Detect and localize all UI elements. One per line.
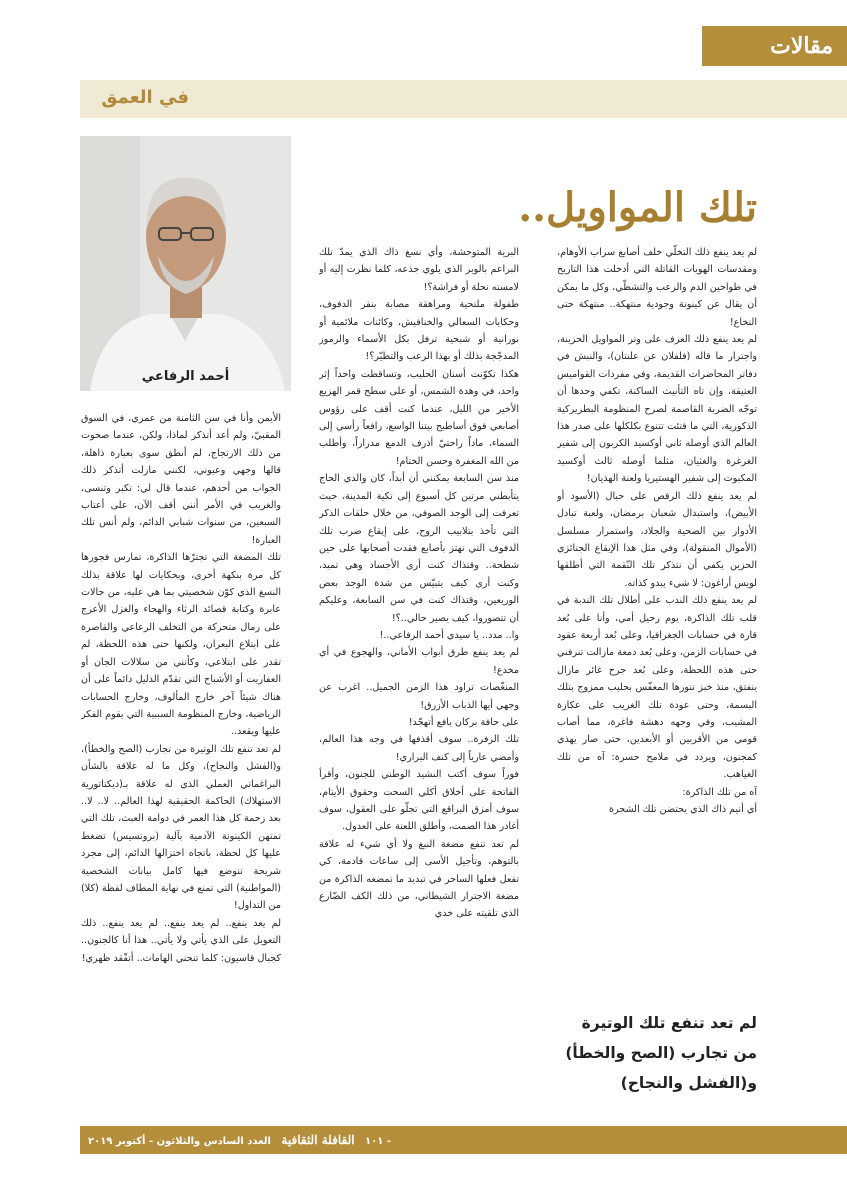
author-photo	[80, 136, 291, 391]
paragraph: المنغّصات تراود هذا الزمن الجميل.. اغرب عن وجهي أيها الذباب الأزرق!	[319, 682, 519, 711]
paragraph: طفولة ملتحية ومراهقة مصابة بنقر الدفوف، وحكايات السعالي والخنافيش، وكائنات ملائمية أو نورانية أو شبحية ترفل بكل الأسماء والرموز المدجّجة بذلك أو بهذا الرعب والتطيّر؟!	[319, 299, 519, 363]
paragraph: البرية المتوحشة، وأي نسغ ذاك الذي يمدّ تلك البراعم بالوبر الذي يلوي جذعه، كلما نظرت إليه أو لامسته نحلة أو فراشة؟!	[319, 247, 519, 293]
paragraph: آه من تلك الذاكرة:	[682, 786, 757, 798]
section-label: مقالات	[770, 33, 833, 59]
column-name: في العمق	[101, 87, 189, 108]
paragraph: تلك الزفرة.. سوف أقذفها في وجه هذا العالم، وأمضي عارياً إلى كنف البراري!	[319, 734, 519, 763]
paragraph: أي أنيم ذاك الذي يحتضن تلك الشجرة	[608, 804, 757, 815]
paragraph: على حافة بركان يافع أتهجّد!	[408, 716, 519, 728]
paragraph: تلك المضغة التي تجترّها الذاكرة، تمارس فجورها كل مرة بنكهة أخرى، وبحكايات لها علاقة بذلك النسغ الذي كوّن شخصيتي بما هي عليه، من حالات عابرة وكتابة قصائد الرثاء والهجاء والغزل الأعرج على رمال متحركة من التخلف الرعاعي والقاصرة على ابتلاع البعران، ولكنها حتى هذه اللحظة، لم تقدر على ابتلاعي، وكأنني من سلالات الجان أو العفاريت أو الأشباح التي تقدّم الدليل دائماً على أن هناك شيئاً آخر خارج المألوف، وخارج الحسابات الرياضية، وخارج المنظومة السببية التي يقوم الفكر عليها ويقعد..	[81, 552, 281, 738]
author-name: أحمد الرفاعي	[141, 369, 230, 384]
paragraph: لم يعد ينفع ذلك الندب على أطلال تلك الندبة في قلب تلك الذاكرة، يوم رحيل أمي، وأنا على بُعد قارة في حسابات الجغرافيا، وعلى بُعد أربعة عقود في حسابات الزمن، وعلى بُعد دمعة مازالت تنرفني حتى هذه اللحظة، وعلى بُعد جرح غائر مازال ينفتق، منذ خبز تنورها المعفّس بحليب ممزوج بتلك البسمة، وحتى عودة تلك الغريب على عكازة المشيب، وفي وجهه دهشة فاغرة، مما أصاب قومي من الأقربين أو الأبعدين، حتى صار يهذي كمجنون، ويردد في ملامح حسرة: آه من تلك الغياهب.	[557, 595, 757, 781]
pull-quote-line: لم تعد تنفع تلك الوتيرة	[581, 1014, 757, 1032]
pull-quote	[547, 1008, 757, 1098]
paragraph: لم يعد ينفع.. لم يعد ينفع.. لم يعد ينفع.. ذلك التعويل على الذي يأتي ولا يأتي.. هذا أنا كالجنون.. كجبال قاسيون: كلما تنحني الهامات.. أتقّقد ظهري!	[81, 917, 281, 964]
paragraph: وا.. مدد.. يا سيدي أحمد الرفاعي..!	[379, 629, 519, 641]
paragraph: فوراً سوف أكتب النشيد الوطني للجنون، وأقرأ الفاتحة على أخلاق أكلي السحت وحقوق الأيتام، سوف أمزق البراقع التي تجلّو على العقول، سوف أغادر هذا الصمت، وأطلق اللعنة على العدول.	[319, 769, 519, 833]
text-column-2	[319, 244, 519, 1126]
paragraph: لم تعد تنفع تلك الوتيرة من تجارب (الصح والخطأ)، و(الفشل والنجاح)، وكل ما له علاقة بالشأن البراغماتي العملي الذي له علاقة بـ(ديكتاتورية الاستهلاك) الحاكمة الحقيقية لهذا العالم.. لا.. لا.. بعد زحمة كل هذا العمر في دوامة العبث، تلك التي تمتهن الكينونة الآدمية بآلية (بروتسيس) تضغط عليها كل لحظة، باتجاه اختزالها الدائم، إلى مجرد شريحة تنوضع فيها كامل بيانات الشخصية (المواطنية) التي تمنع في نهاية المطاف لفظة (كلا) من التداول!	[81, 743, 281, 912]
author-portrait-image	[80, 136, 291, 391]
article-title: تلك المواويل..	[518, 184, 757, 231]
paragraph: لم يعد ينفع ذلك العزف على وتر المواويل الحزينة، واجترار ما قاله (فلفلان عن علنتان)، والنبش في دفاتر المحاضرات القديمة، وفي مفردات القواميس العتيقة، وإن تاه التأنيث الساكنة، تكفي وحدها أن توجّه الضربة القاصمة لصرح المنظومة البطريركية الذكورية، التي ما فتئت تتنوع بكلكلها على صدر هذا العالم الذي أوصله ثاني أوكسيد الكربون إلى شفير الغرغرة والغثيان، مثلما أوصله ثالث أوكسيد المكبوت إلى شفير الهستيريا ولعنة الهذيان!	[557, 334, 757, 485]
paragraph: لم تعد تنفع مضغة النبغ ولا أي شيء له علاقة بالتوهم، وتأجيل الأسى إلى ساعات قادمة، كي تفعل فعلها الساحر في تبديد ما تمضغه الذاكرة من مضغة الاجترار الشيطاني، من ذلك الكف الضّارع الذي تلقيته على خدي	[319, 838, 519, 920]
issue-info: العدد السادس والثلاثون - أكتوبر ٢٠١٩ -	[88, 1136, 391, 1147]
paragraph: لم يعد ينفع ذلك الرقص على حبال (الأسود أو الأبيض)، واستبدال شعبان برمضان، ولعبة تبادل الأدوار بين الضحية والجلاد، واستمرار مسلسل (الأموال المنقولة)، وفي مثل هذا الإيقاع الجنائزي الحزين يكفي أن نتذكر تلك النّقمة التي أطلقها لويس أراغون: لا شيء يبدو كذاته.	[557, 490, 757, 589]
pull-quote-line: و(الفشل والنجاح)	[620, 1074, 757, 1092]
magazine-name: القافلة الثقافية	[281, 1133, 355, 1147]
text-column-1	[557, 244, 757, 944]
text-column-3	[81, 410, 281, 1126]
paragraph: لم يعد ينفع ذلك التخلّي خلف أصابع سراب الأوهام، ومقدسات الهويات القاتلة التي أدخلت هذا التاريخ في طواحين الدم والرعب والتشظّي، وكل ما يمكن أن يقال عن كينونة وجودية منتهكة.. منتهكة حتى النخاع!	[557, 247, 757, 328]
pull-quote-line: من تجارب (الصح والخطأ)	[565, 1044, 757, 1062]
column-header-band	[80, 80, 847, 118]
paragraph: منذ سن السابعة يمكنني أن أبداً، كان والدي الحاج يتأبطني مرتين كل أسبوع إلى تكية المدينة، حيث تعرفت إلى الوجد الصوفي، من خلال حلقات الذكر التي تأخذ بتلابيب الروح، على إيقاع ضرب تلك الدفوف التي تهتز بأصابع فقدت أصحابها على حين شطحة.. وقتذاك كنت أرى الأجساد وهي تميد، وكنت أرى كيف يتبيّس من شدة الوجد بعض الوريعين، وقتذاك كنت في سن السابعة، وعليكم أن تتصوروا، كيف يصير حالي..؟!	[319, 473, 519, 624]
paragraph: لم يعد ينفع طرق أبواب الأماني، والهجوع في أي مخدع!	[319, 647, 519, 676]
paragraph: الأيمن وأنا في سن الثامنة من عمري، في السوق المقبيّ، ولم أعد أتذكر لماذا، ولكن، عندما صحوت من ذلك الارتجاج، لم أنطق سوى بعبارة ذاهلة، قالها وجهي وعيوني، لكنني مازلت أتذكر ذلك الجواب من أحدهم، عندما قال لي: تكبر وتنسى، والغريب في الأمر أنني أقف الآن، على أعتاب السبعين، من سنوات شبابي الدائم، ولم أنس تلك العبارة!	[81, 413, 281, 546]
footer	[88, 1126, 391, 1154]
page-number: ١٠١	[365, 1136, 384, 1147]
paragraph: هكذا تكوّنت أسنان الحليب، وتساقطت واحداً إثر واحد، في وهدة الشمس، أو على سطح قمر الهزيع الأخير من الليل، عندما كنت أقف على رؤوس أصابعي فوق أساطيح بيتنا الواسع، رافعاً رأسي إلى السماء، ماداً راحتيّ أذرف الدمع مدراراً، وأطلب من الله المغفرة وحسن الختام!	[319, 368, 519, 467]
